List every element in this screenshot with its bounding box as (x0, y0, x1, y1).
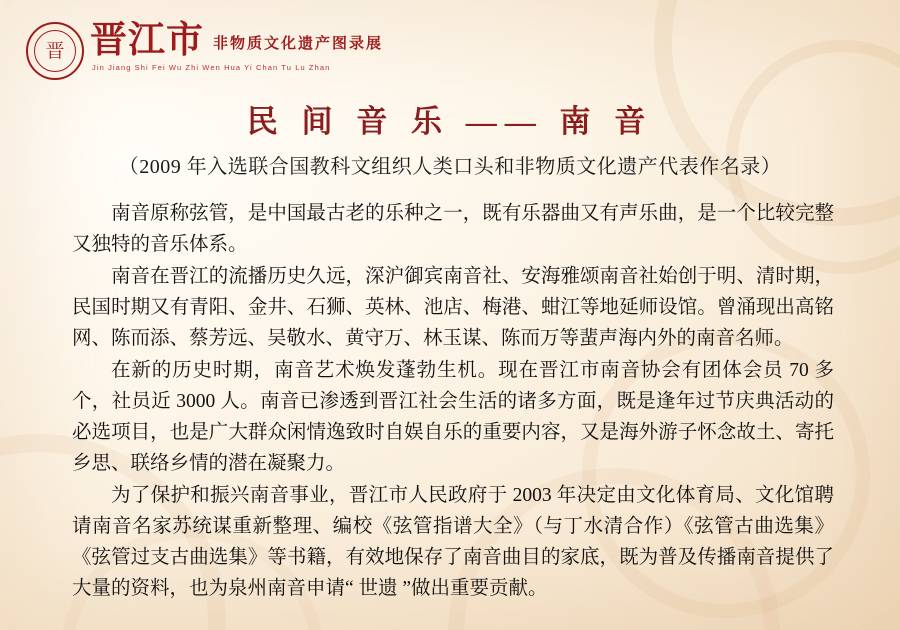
logo-pinyin: Jin Jiang Shi Fei Wu Zhi Wen Hua Yi Chan Tu Lu Zhan (92, 62, 331, 72)
paragraph: 南音在晋江的流播历史久远，深沪御宾南音社、安海雅颂南音社始创于明、清时期，民国时期又有青阳、金井、石狮、英林、池店、梅港、蚶江等地延师设馆。曾涌现出高铭网、陈而添、蔡芳远、吴敬水、黄守万、林玉谋、陈而万等蜚声海内外的南音名师。 (72, 266, 834, 349)
paragraph: 在新的历史时期，南音艺术焕发蓬勃生机。现在晋江市南音协会有团体会员 70 多个，社员近 3000 人。南音已渗透到晋江社会生活的诸多方面，既是逢年过节庆典活动的必选项目，也是广大群众闲情逸致时自娱自乐的重要内容，又是海外游子怀念故土、寄托乡思、联络乡情的潜在凝聚力。 (72, 360, 834, 474)
paragraph: 南音原称弦管，是中国最古老的乐种之一，既有乐器曲又有声乐曲，是一个比较完整又独特的音乐体系。 (72, 203, 834, 255)
seal-character: 晋 (34, 30, 76, 72)
logo-city-name: 晋江市 (90, 20, 204, 61)
logo-text-block (90, 22, 383, 72)
seal-logo-icon (26, 22, 84, 80)
logo-exhibition-name: 非物质文化遗产图录展 (213, 36, 384, 52)
page-title: 民 间 音 乐 —— 南 音 (246, 104, 654, 139)
logo-row (90, 22, 383, 61)
body-text (72, 198, 834, 605)
page-header (26, 22, 383, 80)
page-subtitle: （2009 年入选联合国教科文组织人类口头和非物质文化遗产代表作名录） (118, 156, 782, 178)
paragraph: 为了保护和振兴南音事业，晋江市人民政府于 2003 年决定由文化体育局、文化馆聘请南音名家苏统谋重新整理、编校《弦管指谱大全》（与丁水清合作）《弦管古曲选集》《弦管过支古曲选集》等书籍，有效地保存了南音曲目的家底，既为普及传播南音提供了大量的资料，也为泉州南音申请“ 世遗 ”做出重要贡献。 (72, 485, 834, 599)
